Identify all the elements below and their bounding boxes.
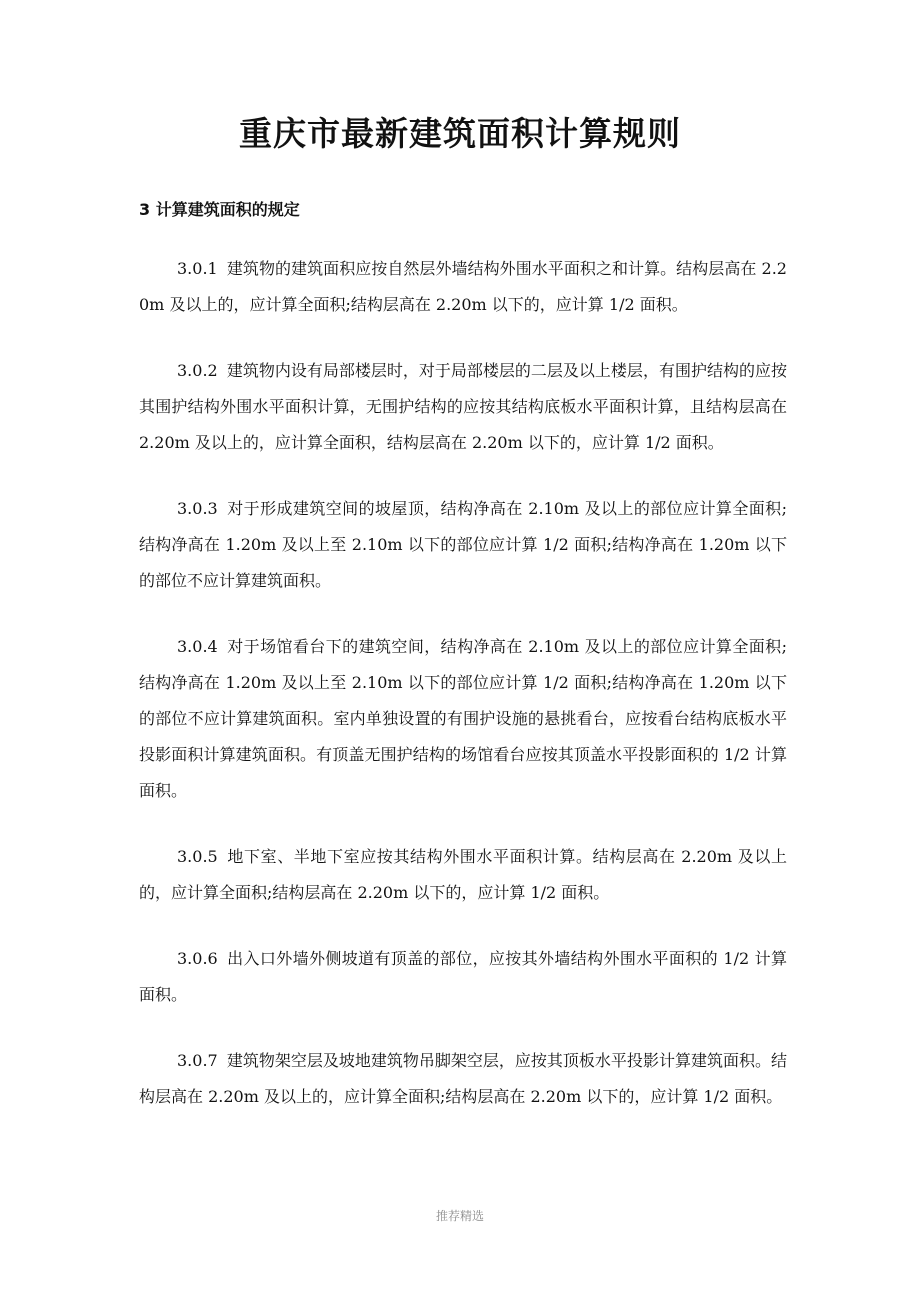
clause-text: 对于形成建筑空间的坡屋顶，结构净高在 2.10m 及以上的部位应计算全面积;结构净高在 1.20m 及以上至 2.10m 以下的部位应计算 1/2 面积;结构净高在 1.20m 以下的部位不应计算建筑面积。 [139, 499, 787, 590]
clause-number: 3.0.6 [177, 949, 218, 968]
clause-3-0-5 [139, 839, 787, 911]
page-title: 重庆市最新建筑面积计算规则 [239, 114, 681, 153]
clause-number: 3.0.3 [177, 499, 218, 518]
page-footer: 推荐精选 [435, 1209, 484, 1223]
clause-number: 3.0.4 [177, 637, 218, 656]
clause-text: 对于场馆看台下的建筑空间，结构净高在 2.10m 及以上的部位应计算全面积;结构净高在 1.20m 及以上至 2.10m 以下的部位应计算 1/2 面积;结构净高在 1.20m 以下的部位不应计算建筑面积。室内单独设置的有围护设施的悬挑看台，应按看台结构底板水平投影面积计算建筑面积。有顶盖无围护结构的场馆看台应按其顶盖水平投影面积的 1/2 计算面积。 [139, 637, 787, 800]
section-heading: 3 计算建筑面积的规定 [139, 200, 300, 219]
clause-3-0-6 [139, 941, 787, 1013]
clause-3-0-1 [139, 251, 787, 323]
clause-number: 3.0.2 [177, 361, 218, 380]
clause-number: 3.0.7 [177, 1051, 218, 1070]
clause-3-0-4 [139, 629, 787, 809]
clause-3-0-3 [139, 491, 787, 599]
clause-3-0-7 [139, 1043, 787, 1115]
clause-number: 3.0.1 [177, 259, 218, 278]
clause-3-0-2 [139, 353, 787, 461]
clause-text: 建筑物架空层及坡地建筑物吊脚架空层，应按其顶板水平投影计算建筑面积。结构层高在 2.20m 及以上的，应计算全面积;结构层高在 2.20m 以下的，应计算 1/2 面积。 [139, 1051, 787, 1106]
clause-number: 3.0.5 [177, 847, 218, 866]
clause-text: 建筑物的建筑面积应按自然层外墙结构外围水平面积之和计算。结构层高在 2.20m 及以上的，应计算全面积;结构层高在 2.20m 以下的，应计算 1/2 面积。 [139, 259, 787, 314]
clause-list [139, 251, 787, 1145]
clause-text: 建筑物内设有局部楼层时，对于局部楼层的二层及以上楼层，有围护结构的应按其围护结构外围水平面积计算，无围护结构的应按其结构底板水平面积计算，且结构层高在 2.20m 及以上的，应计算全面积，结构层高在 2.20m 以下的，应计算 1/2 面积。 [139, 361, 787, 452]
clause-text: 地下室、半地下室应按其结构外围水平面积计算。结构层高在 2.20m 及以上的，应计算全面积;结构层高在 2.20m 以下的，应计算 1/2 面积。 [139, 847, 787, 902]
clause-text: 出入口外墙外侧坡道有顶盖的部位，应按其外墙结构外围水平面积的 1/2 计算面积。 [139, 949, 787, 1004]
